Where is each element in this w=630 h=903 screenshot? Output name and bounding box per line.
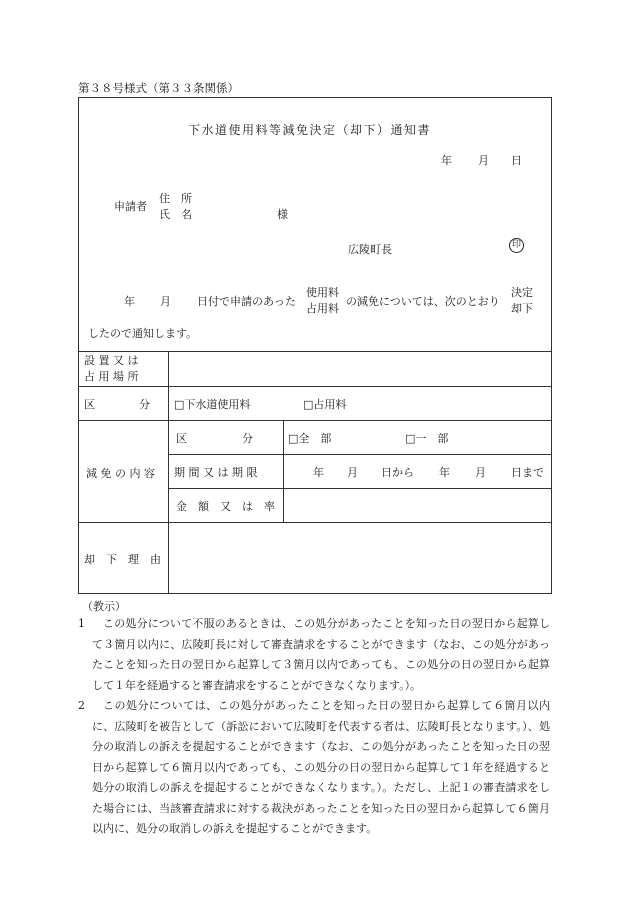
period-from-year: 年 bbox=[313, 466, 324, 479]
category-option-occupancy-fee: □占用料 bbox=[303, 398, 347, 411]
note-text-1: この処分について不服のあるときは、この処分があったことを知った日の翌日から起算して３箇月以内に、広陵町長に対して審査請求をすることができます（なお、この処分があったことを知った日の翌日から起算して３箇月以内であっても、この処分の日の翌日から起算して１年を経過すると審査請求をすることができなくなります。）。 bbox=[92, 617, 550, 692]
period-label: 期 間 又 は 期 限 bbox=[174, 466, 258, 479]
notice-text-1: 日付で申請のあった bbox=[197, 295, 296, 308]
date-day: 日 bbox=[511, 154, 522, 167]
decision-options bbox=[511, 285, 533, 317]
category-label: 区 分 bbox=[84, 398, 150, 411]
location-label-line-1: 設 置 又 は bbox=[84, 354, 139, 367]
location-label-line-2: 占 用 場 所 bbox=[84, 370, 139, 383]
sub-category-option-partial: □一 部 bbox=[405, 432, 449, 445]
column-line-1 bbox=[168, 351, 169, 594]
period-to-suffix: 日まで bbox=[511, 466, 544, 479]
location-label bbox=[84, 353, 139, 385]
applicant-label: 申請者 bbox=[114, 200, 147, 213]
notice-year: 年 bbox=[124, 295, 135, 308]
note-item-2 bbox=[78, 696, 550, 840]
period-from-month: 月 bbox=[347, 466, 358, 479]
document-title: 下水道使用料等減免決定（却下）通知書 bbox=[188, 123, 432, 137]
name-label: 氏 名 bbox=[159, 208, 192, 221]
form-number: 第３８号様式（第３３条関係） bbox=[78, 81, 239, 95]
reduction-label: 減 免 の 内 容 bbox=[86, 467, 155, 480]
decision-option-reject: 却下 bbox=[511, 302, 533, 315]
row-line-2 bbox=[78, 420, 552, 421]
seal-mark: 印 bbox=[509, 238, 524, 253]
decision-option-approve: 決定 bbox=[511, 286, 533, 299]
row-line-3 bbox=[168, 454, 552, 455]
date-year: 年 bbox=[441, 154, 452, 167]
note-text-2: この処分については、この処分があったことを知った日の翌日から起算して６箇月以内に、広陵町を被告として（訴訟において広陵町を代表する者は、広陵町長となります。）、処分の取消しの訴えを提起することができます（なお、この処分があったことを知った日の翌日から起算して６箇月以内であっても、この処分の日の翌日から起算して１年を経過すると処分の取消しの訴えを提起することができなくなります。）。ただし、上記１の審査請求をした場合には、当該審査請求に対する裁決があったことを知った日の翌日から起算して６箇月以内に、処分の取消しの訴えを提起することができます。 bbox=[92, 699, 550, 835]
form-frame bbox=[78, 97, 552, 594]
amount-label: 金 額 又 は 率 bbox=[176, 500, 275, 513]
note-number-1: 1 bbox=[78, 617, 85, 630]
address-label: 住 所 bbox=[159, 192, 192, 205]
period-to-year: 年 bbox=[439, 466, 450, 479]
date-month: 月 bbox=[478, 154, 489, 167]
row-line-4 bbox=[168, 488, 552, 489]
period-to-month: 月 bbox=[475, 466, 486, 479]
honorific: 様 bbox=[277, 208, 288, 221]
note-item-1 bbox=[78, 614, 550, 696]
sub-category-option-full: □全 部 bbox=[288, 432, 332, 445]
issuer-name: 広陵町長 bbox=[348, 243, 392, 256]
fee-option-usage: 使用料 bbox=[306, 286, 339, 299]
notes-heading: （教示） bbox=[82, 600, 126, 613]
notice-text-3: したので通知します。 bbox=[88, 327, 198, 340]
fee-options bbox=[306, 285, 339, 317]
rejection-label: 却 下 理 由 bbox=[84, 553, 161, 566]
notice-month: 月 bbox=[160, 295, 171, 308]
table-top-line bbox=[78, 351, 552, 352]
row-line-5 bbox=[78, 522, 552, 523]
notice-text-2: の減免については、次のとおり bbox=[346, 295, 500, 308]
period-from-suffix: 日から bbox=[381, 466, 414, 479]
column-line-2 bbox=[283, 420, 284, 522]
sub-category-label: 区 分 bbox=[176, 432, 253, 445]
category-option-sewer-fee: □下水道使用料 bbox=[174, 398, 251, 411]
fee-option-occupancy: 占用料 bbox=[306, 302, 339, 315]
note-number-2: 2 bbox=[78, 699, 85, 712]
row-line-1 bbox=[78, 386, 552, 387]
